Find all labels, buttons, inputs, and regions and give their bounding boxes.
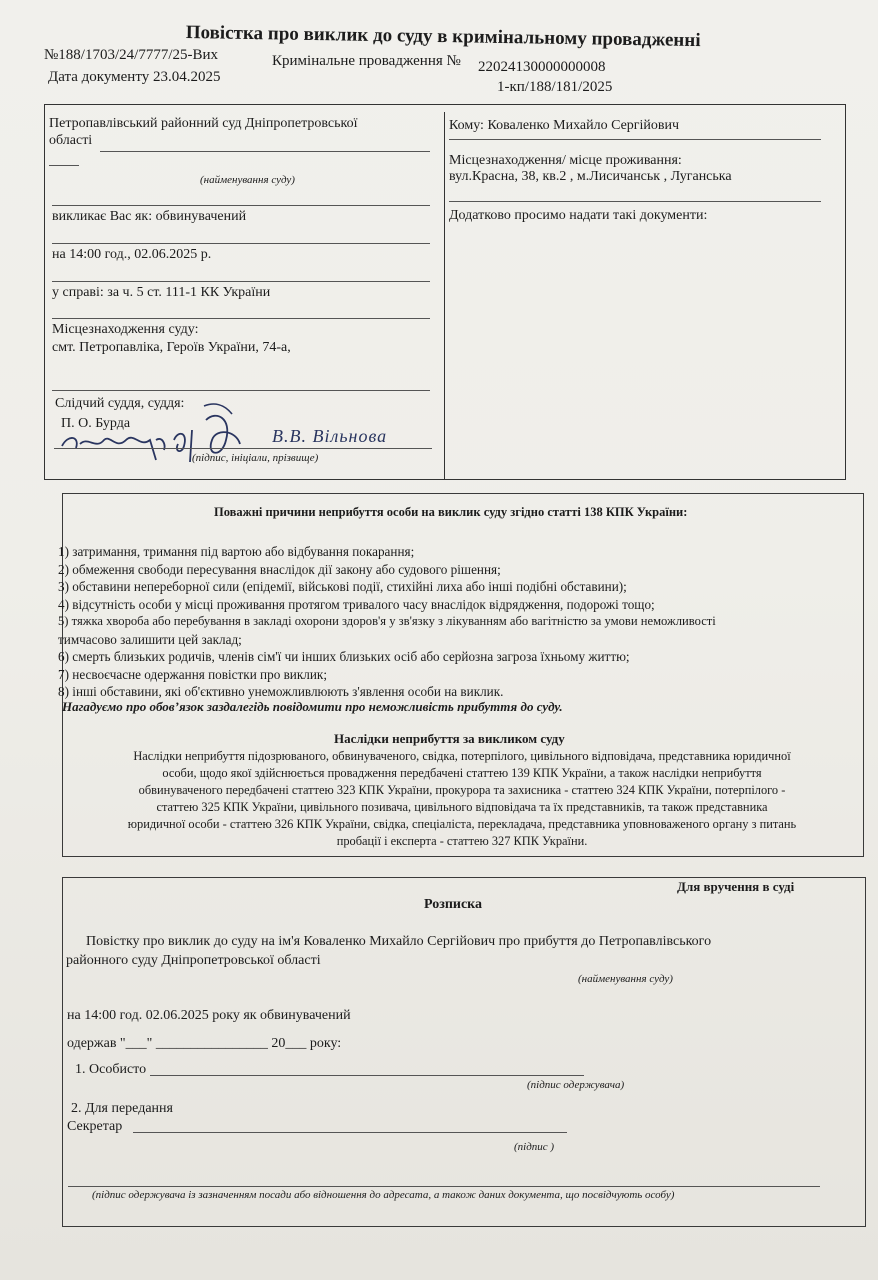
court-name-caption: (найменування суду) (200, 174, 295, 186)
residence-underline (449, 201, 821, 202)
signature-underline (54, 448, 432, 449)
received-date: одержав "___" ________________ 20___ року: (67, 1036, 342, 1051)
receipt-line2: районного суду Дніпропетровської області (66, 953, 321, 968)
hearing-datetime: на 14:00 год., 02.06.2025 р. (52, 247, 212, 262)
consequences-heading: Наслідки неприбуття за викликом суду (334, 731, 565, 746)
reason-item: 2) обмеження свободи пересування внаслідок дії закону або судового рішення; (58, 561, 501, 577)
secretary-sign-line (133, 1132, 567, 1133)
recipient-details-caption: (підпис одержувача із зазначенням посади або відношення до адресата, а також даних документа, що посвідчують особу) (92, 1189, 675, 1201)
residence-label: Місцезнаходження/ місце проживання: (449, 153, 682, 168)
recipient-details-line (68, 1186, 820, 1187)
caption-underline (52, 205, 430, 206)
case-article: у справі: за ч. 5 ст. 111-1 КК України (52, 285, 271, 300)
reason-item: 4) відсутність особи у місці проживання протягом тривалого часу внаслідок відрядження, подорожі тощо; (58, 596, 655, 612)
residence-value: вул.Красна, 38, кв.2 , м.Лисичанськ , Луганська (449, 169, 732, 184)
recipient: Кому: Коваленко Михайло Сергійович (449, 118, 680, 133)
receipt-box (62, 877, 866, 1227)
recipient-sign-caption: (підпис одержувача) (527, 1079, 625, 1091)
proceeding-number: 22024130000000008 (478, 59, 606, 75)
court-name-line2: області (49, 133, 93, 148)
reasons-heading: Поважні причини неприбуття особи на виклик суду згідно статті 138 КПК України: (214, 505, 688, 519)
document-date: Дата документу 23.04.2025 (48, 69, 221, 85)
consequences-line: статтею 325 КПК України, цивільного позивача, цивільного відповідача та їх представників, та також представника (156, 800, 768, 814)
role-underline (52, 243, 430, 244)
case-underline (52, 318, 430, 319)
receipt-heading: Розписка (424, 897, 483, 912)
judge-stamp: В.В. Вільнова (272, 426, 388, 446)
consequences-line: Наслідки неприбуття підозрюваного, обвинуваченого, свідка, потерпілого, цивільного відповідача, представника юридичної (133, 749, 791, 763)
court-location-value: смт. Петропавліка, Героїв України, 74-а, (52, 340, 291, 355)
reason-item: 8) інші обставини, які об'єктивно унеможливлюють з'явлення особи на виклик. (58, 684, 504, 699)
consequences-text (60, 748, 864, 850)
reason-item: 6) смерть близьких родичів, членів сім'ї чи інших близьких осіб або серйозна загроза їхньому життю; (58, 649, 630, 664)
court-name-underline-short (49, 165, 79, 166)
receipt-line3: на 14:00 год. 02.06.2025 року як обвинувачений (67, 1008, 351, 1023)
reason-item: тимчасово залишити цей заклад; (58, 631, 242, 647)
personally-sign-line (150, 1075, 584, 1076)
personally-label: 1. Особисто (75, 1062, 147, 1077)
consequences-line: обвинуваченого передбачені статтею 323 КПК України, прокурора та захисника - статтею 324 КПК України, потерпілого - (138, 783, 786, 797)
receipt-line1: Повістку про виклик до суду на ім'я Коваленко Михайло Сергійович про прибуття до Петропавлівського (86, 934, 712, 949)
judge-name: П. О. Бурда (61, 416, 131, 431)
consequences-line: юридичної особи - статтею 326 КПК України, свідка, спеціаліста, перекладача, представника уповноваженого органу з питань (127, 817, 797, 831)
reason-item: 3) обставини непереборної сили (епідемії, військові події, стихійні лиха або інші подібні обставини); (58, 579, 627, 594)
reason-item: 7) несвоєчасне одержання повістки про виклик; (58, 666, 327, 682)
proceeding-label: Кримінальне провадження № (272, 53, 461, 69)
consequences-line: особи, щодо якої здійснюється провадження передбачені статтею 139 КПК України, а також наслідки неприбуття (162, 766, 762, 780)
location-underline (52, 390, 430, 391)
reason-item: 5) тяжка хвороба або перебування в закладі охорони здоров'я у зв'язку з лікуванням або вагітністю за умови неможливості (58, 614, 716, 628)
document-number: №188/1703/24/7777/25-Вих (44, 47, 219, 63)
court-name-underline (100, 151, 430, 152)
secretary-label: Секретар (67, 1119, 123, 1134)
secretary-sign-caption: (підпис ) (514, 1141, 555, 1153)
for-court-delivery: Для вручення в суді (677, 879, 795, 894)
case-number: 1-кп/188/181/2025 (497, 79, 613, 95)
signature-caption: (підпис, ініціали, прізвище) (192, 452, 319, 464)
reasons-list (58, 543, 858, 701)
document-title: Повістка про виклик до суду в кримінальному провадженні (185, 22, 701, 52)
documents-request: Додатково просимо надати такі документи: (449, 208, 708, 223)
datetime-underline (52, 281, 430, 282)
reminder: Нагадуємо про обов’язок заздалегідь повідомити про неможливість прибуття до суду. (62, 699, 563, 714)
summons-role: викликає Вас як: обвинувачений (52, 209, 247, 224)
reason-item: 1) затримання, тримання під вартою або відбування покарання; (58, 544, 415, 559)
for-transfer-label: 2. Для передання (71, 1101, 173, 1116)
court-name-line1: Петропавлівський районний суд Дніпропетровської (49, 116, 358, 131)
receipt-court-caption: (найменування суду) (578, 973, 673, 985)
judge-label: Слідчий суддя, суддя: (55, 396, 185, 411)
court-location-label: Місцезнаходження суду: (52, 322, 199, 337)
consequences-line: пробації і експерта - статтею 327 КПК України. (336, 834, 588, 848)
recipient-underline (449, 139, 821, 140)
